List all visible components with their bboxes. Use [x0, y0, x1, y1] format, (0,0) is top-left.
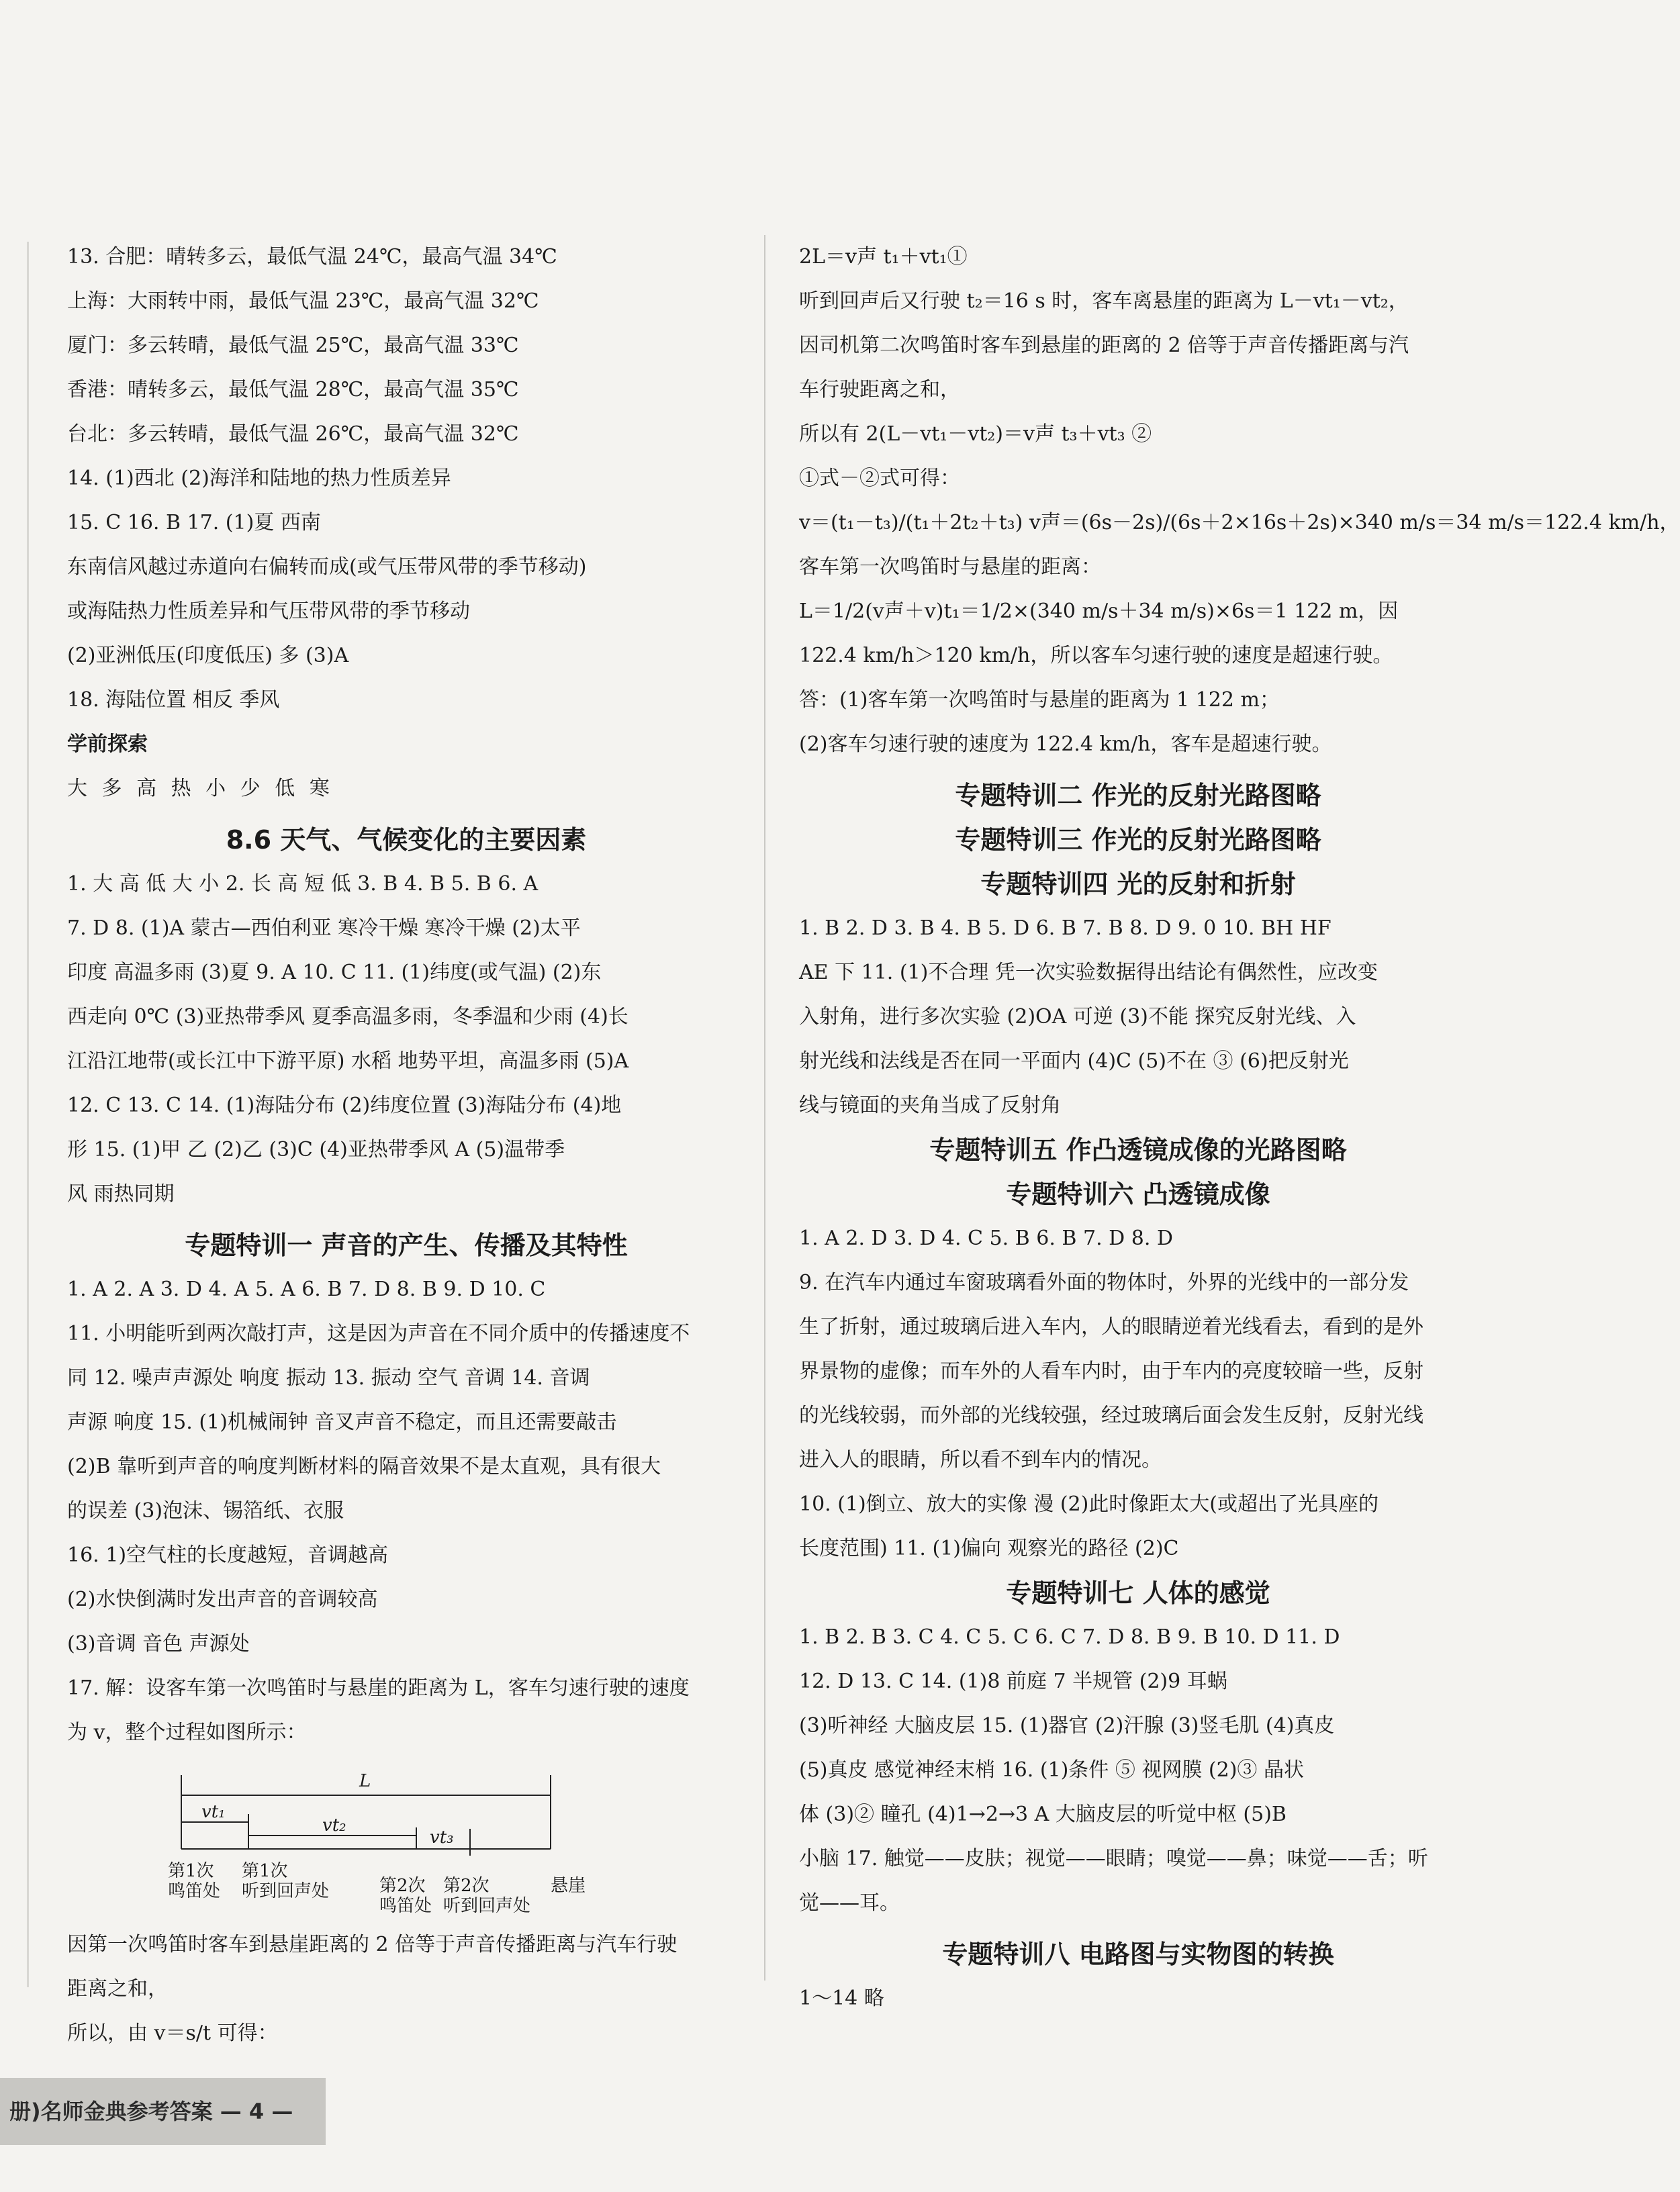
- text-line: 1. B 2. D 3. B 4. B 5. D 6. B 7. B 8. D 9. 0 10. BH HF: [799, 916, 1332, 940]
- text-line: 9. 在汽车内通过车窗玻璃看外面的物体时，外界的光线中的一部分发: [799, 1271, 1409, 1294]
- text-line: 因第一次鸣笛时客车到悬崖距离的 2 倍等于声音传播距离与汽车行驶: [67, 1933, 678, 1956]
- text-line: 觉——耳。: [799, 1891, 900, 1915]
- text-line: 印度 高温多雨 (3)夏 9. A 10. C 11. (1)纬度(或气温) (2)东: [67, 961, 602, 984]
- label-point-1b: 鸣笛处: [168, 1881, 221, 1901]
- text-line: (3)听神经 大脑皮层 15. (1)器官 (2)汗腺 (3)竖毛肌 (4)真皮: [799, 1714, 1335, 1737]
- answers-17-solution: [799, 235, 1680, 767]
- text-line: 上海：大雨转中雨，最低气温 23℃，最高气温 32℃: [67, 289, 539, 313]
- text-line: 1. B 2. B 3. C 4. C 5. C 6. C 7. D 8. B 9. B 10. D 11. D: [799, 1625, 1340, 1649]
- heading-special-6: 专题特训六 凸透镜成像: [1006, 1180, 1270, 1209]
- text-line: 形 15. (1)甲 乙 (2)乙 (3)C (4)亚热带季风 A (5)温带季: [67, 1138, 565, 1161]
- heading-special-2: 专题特训二 作光的反射光路图略: [955, 781, 1321, 810]
- text-line: 入射角，进行多次实验 (2)OA 可逆 (3)不能 探究反射光线、入: [799, 1005, 1356, 1029]
- right-column: [799, 235, 1680, 2021]
- answers-8-6: [67, 862, 745, 1217]
- label-cliff: 悬崖: [551, 1876, 586, 1896]
- text-line: 17. 解：设客车第一次鸣笛时与悬崖的距离为 L，客车匀速行驶的速度: [67, 1676, 690, 1700]
- label-L: L: [359, 1771, 371, 1791]
- text-line: 厦门：多云转晴，最低气温 25℃，最高气温 33℃: [67, 334, 519, 357]
- text-line: 16. 1)空气柱的长度越短，音调越高: [67, 1543, 389, 1567]
- text-line: 14. (1)西北 (2)海洋和陆地的热力性质差异: [67, 467, 451, 490]
- study-title: 学前探索: [67, 732, 148, 756]
- text-line: 生了折射，通过玻璃后进入车内，人的眼睛逆着光线看去，看到的是外: [799, 1315, 1424, 1339]
- text-line: 13. 合肥：晴转多云，最低气温 24℃，最高气温 34℃: [67, 245, 557, 269]
- text-line: 1. A 2. D 3. D 4. C 5. B 6. B 7. D 8. D: [799, 1227, 1173, 1250]
- text-line: (2)水快倒满时发出声音的音调较高: [67, 1588, 378, 1611]
- text-line: 的误差 (3)泡沫、锡箔纸、衣服: [67, 1499, 344, 1523]
- column-divider: [764, 235, 765, 1981]
- text-line: 听到回声后又行驶 t₂＝16 s 时，客车离悬崖的距离为 L－vt₁－vt₂，: [799, 289, 1409, 313]
- text-line: 18. 海陆位置 相反 季风: [67, 688, 280, 712]
- text-line: 所以，由 v＝s/t 可得：: [67, 2021, 278, 2045]
- text-line: (5)真皮 感觉神经末梢 16. (1)条件 ⑤ 视网膜 (2)③ 晶状: [799, 1758, 1304, 1782]
- text-line: (2)B 靠听到声音的响度判断材料的隔音效果不是太直观，具有很大: [67, 1455, 661, 1478]
- text-line: (3)音调 音色 声源处: [67, 1632, 250, 1656]
- text-line: 西走向 0℃ (3)亚热带季风 夏季高温多雨，冬季温和少雨 (4)长: [67, 1005, 628, 1029]
- text-line: L＝1/2(v声＋v)t₁＝1/2×(340 m/s＋34 m/s)×6s＝1 122 m，因: [799, 600, 1399, 623]
- text-line: 长度范围) 11. (1)偏向 观察光的路径 (2)C: [799, 1537, 1179, 1560]
- text-line: (2)亚洲低压(印度低压) 多 (3)A: [67, 644, 349, 667]
- text-line: 122.4 km/h＞120 km/h，所以客车匀速行驶的速度是超速行驶。: [799, 644, 1393, 667]
- text-line: 车行驶距离之和，: [799, 378, 960, 401]
- text-line: 所以有 2(L－vt₁－vt₂)＝v声 t₃＋vt₃ ②: [799, 422, 1152, 446]
- label-vt1: vt₁: [201, 1802, 226, 1822]
- text-line: 10. (1)倒立、放大的实像 漫 (2)此时像距太大(或超出了光具座的: [799, 1492, 1379, 1516]
- text-line: 1～14 略: [799, 1987, 884, 2010]
- text-line: 风 雨热同期: [67, 1182, 175, 1206]
- text-line: 同 12. 噪声声源处 响度 振动 13. 振动 空气 音调 14. 音调: [67, 1366, 590, 1390]
- text-line: 界景物的虚像；而车外的人看车内时，由于车内的亮度较暗一些，反射: [799, 1360, 1424, 1383]
- text-line: 12. D 13. C 14. (1)8 前庭 7 半规管 (2)9 耳蜗: [799, 1670, 1227, 1693]
- answers-special-4: [799, 906, 1477, 1128]
- heading-special-8: 专题特训八 电路图与实物图的转换: [942, 1940, 1334, 1969]
- page-footer: 册)名师金典参考答案 — 4 —: [0, 2078, 326, 2145]
- answers-special-8: [799, 1976, 1477, 2021]
- answers-special-7: [799, 1615, 1477, 1925]
- answers-13-18: [67, 235, 745, 722]
- text-line: ①式－②式可得：: [799, 467, 960, 490]
- heading-special-1: 专题特训一 声音的产生、传播及其特性: [185, 1231, 628, 1260]
- text-line: 小脑 17. 触觉——皮肤；视觉——眼睛；嗅觉——鼻；味觉——舌；听: [799, 1847, 1428, 1870]
- text-line: 体 (3)② 瞳孔 (4)1→2→3 A 大脑皮层的听觉中枢 (5)B: [799, 1803, 1287, 1826]
- study-text: 大 多 高 热 小 少 低 寒: [67, 777, 334, 800]
- label-point-1a: 第1次: [168, 1861, 214, 1881]
- text-line: 11. 小明能听到两次敲打声，这是因为声音在不同介质中的传播速度不: [67, 1322, 690, 1345]
- text-line: 2L＝v声 t₁＋vt₁①: [799, 245, 968, 269]
- label-point-4a: 第2次: [443, 1876, 489, 1896]
- label-vt3: vt₃: [430, 1827, 454, 1848]
- text-line: 的光线较弱，而外部的光线较强，经过玻璃后面会发生反射，反射光线: [799, 1404, 1424, 1427]
- page-edge-shadow: [27, 242, 29, 1987]
- heading-special-5: 专题特训五 作凸透镜成像的光路图略: [929, 1135, 1347, 1165]
- text-line: 江沿江地带(或长江中下游平原) 水稻 地势平坦，高温多雨 (5)A: [67, 1049, 629, 1073]
- text-line: 进入人的眼睛，所以看不到车内的情况。: [799, 1448, 1162, 1472]
- label-point-4b: 听到回声处: [443, 1896, 531, 1916]
- heading-8-6: 8.6 天气、气候变化的主要因素: [226, 825, 587, 855]
- text-line: 线与镜面的夹角当成了反射角: [799, 1094, 1061, 1117]
- text-line: (2)客车匀速行驶的速度为 122.4 km/h，客车是超速行驶。: [799, 732, 1332, 756]
- text-line: 15. C 16. B 17. (1)夏 西南: [67, 511, 321, 534]
- label-point-2b: 听到回声处: [242, 1881, 330, 1901]
- heading-special-4: 专题特训四 光的反射和折射: [980, 869, 1296, 899]
- text-line: 1. A 2. A 3. D 4. A 5. A 6. B 7. D 8. B 9. D 10. C: [67, 1278, 546, 1301]
- text-line: 1. 大 高 低 大 小 2. 长 高 短 低 3. B 4. B 5. B 6. A: [67, 872, 539, 896]
- label-vt2: vt₂: [322, 1815, 346, 1836]
- text-line: 7. D 8. (1)A 蒙古—西伯利亚 寒冷干燥 寒冷干燥 (2)太平: [67, 916, 581, 940]
- text-line: 或海陆热力性质差异和气压带风带的季节移动: [67, 600, 470, 623]
- text-line: v＝(t₁－t₃)/(t₁＋2t₂＋t₃) v声＝(6s－2s)/(6s＋2×16s＋2s)×340 m/s＝34 m/s＝122.4 km/h，: [799, 511, 1680, 534]
- label-point-2a: 第1次: [242, 1861, 288, 1881]
- label-point-3a: 第2次: [379, 1876, 426, 1896]
- text-line: 射光线和法线是否在同一平面内 (4)C (5)不在 ③ (6)把反射光: [799, 1049, 1349, 1073]
- heading-special-7: 专题特训七 人体的感觉: [1006, 1578, 1270, 1608]
- answers-special-6: [799, 1217, 1477, 1571]
- heading-special-3: 专题特训三 作光的反射光路图略: [955, 825, 1321, 855]
- text-line: 声源 响度 15. (1)机械闹钟 音叉声音不稳定，而且还需要敲击: [67, 1411, 617, 1434]
- text-line: 台北：多云转晴，最低气温 26℃，最高气温 32℃: [67, 422, 519, 446]
- text-line: 客车第一次鸣笛时与悬崖的距离：: [799, 555, 1101, 579]
- text-line: 距离之和，: [67, 1977, 168, 2001]
- answers-17-continued: [67, 1923, 745, 2056]
- text-line: 因司机第二次鸣笛时客车到悬崖的距离的 2 倍等于声音传播距离与汽: [799, 334, 1409, 357]
- text-line: 东南信风越过赤道向右偏转而成(或气压带风带的季节移动): [67, 555, 587, 579]
- text-line: 12. C 13. C 14. (1)海陆分布 (2)纬度位置 (3)海陆分布 (4)地: [67, 1094, 622, 1117]
- text-line: 香港：晴转多云，最低气温 28℃，最高气温 35℃: [67, 378, 519, 401]
- label-point-3b: 鸣笛处: [379, 1896, 432, 1916]
- answers-special-1: [67, 1268, 745, 1755]
- text-line: 答：(1)客车第一次鸣笛时与悬崖的距离为 1 122 m；: [799, 688, 1280, 712]
- distance-diagram: [168, 1762, 638, 1916]
- left-column: [67, 235, 745, 2056]
- text-line: AE 下 11. (1)不合理 凭一次实验数据得出结论有偶然性，应改变: [799, 961, 1378, 984]
- text-line: 为 v，整个过程如图所示：: [67, 1721, 307, 1744]
